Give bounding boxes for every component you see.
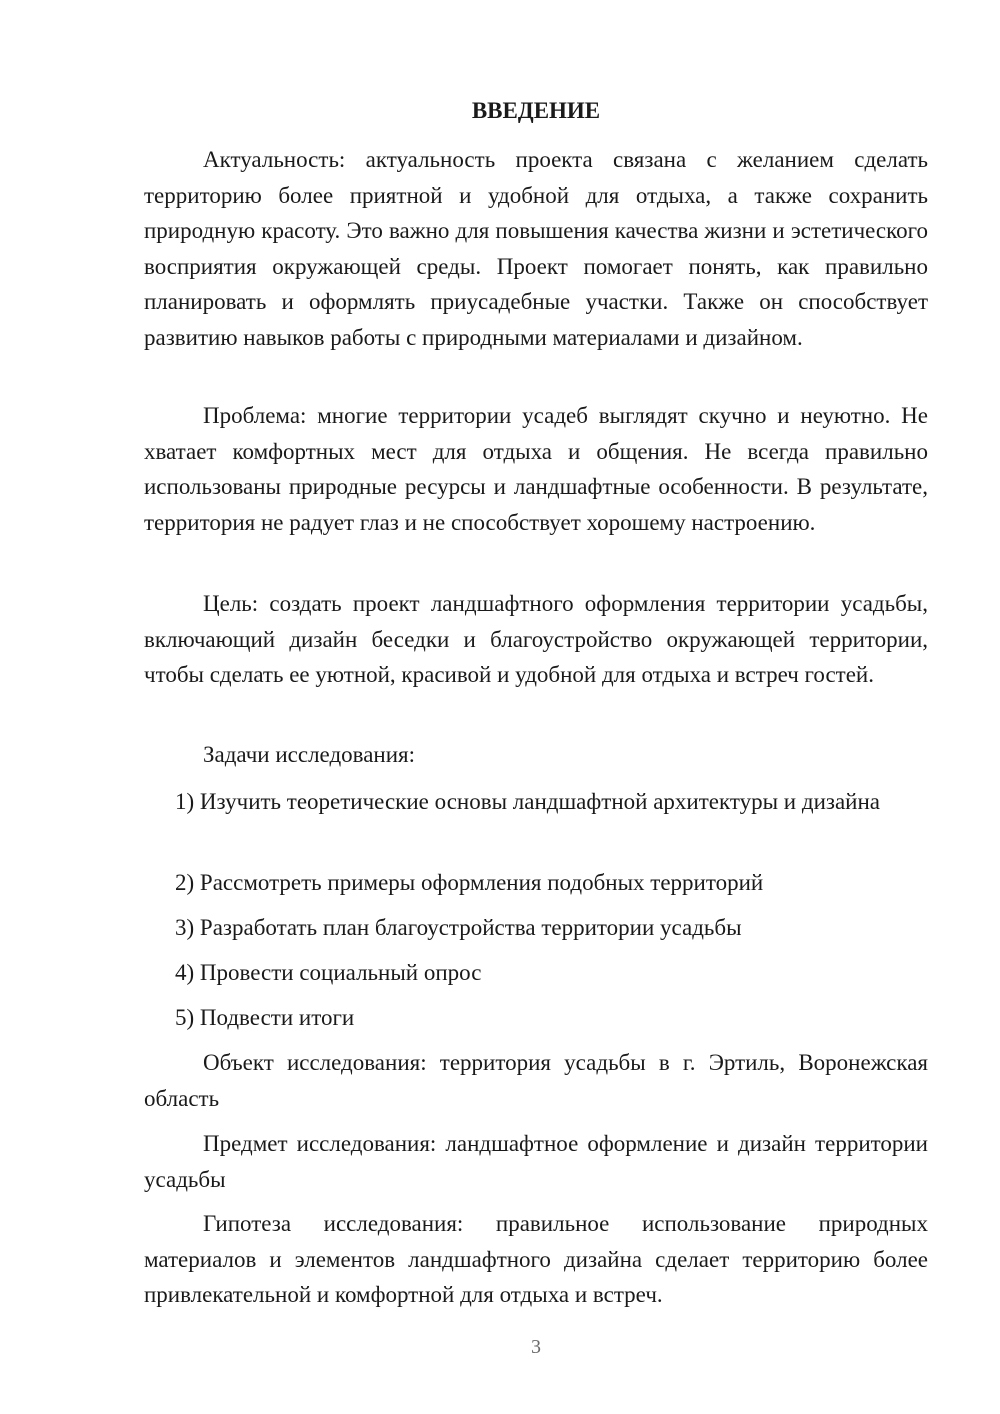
tasks-heading: Задачи исследования:: [203, 742, 416, 767]
hypothesis-paragraph: Гипотеза исследования: правильное использование природных материалов и элементов ландшафтного дизайна сделает территорию более привлекательной и комфортной для отдыха и встреч.: [144, 1211, 928, 1307]
task-item-1: 1) Изучить теоретические основы ландшафтной архитектуры и дизайна: [175, 789, 880, 814]
task-item-4: 4) Провести социальный опрос: [175, 960, 482, 985]
problem-paragraph: Проблема: многие территории усадеб выглядят скучно и неуютно. Не хватает комфортных мест для отдыха и общения. Не всегда правильно использованы природные ресурсы и ландшафтные особенности. В результате, территория не радует глаз и не способствует хорошему настроению.: [144, 403, 928, 535]
subject-paragraph: Предмет исследования: ландшафтное оформление и дизайн территории усадьбы: [144, 1131, 928, 1192]
task-item-2: 2) Рассмотреть примеры оформления подобных территорий: [175, 870, 764, 895]
task-item-3: 3) Разработать план благоустройства территории усадьбы: [175, 915, 742, 940]
object-paragraph: Объект исследования: территория усадьбы в г. Эртиль, Воронежская область: [144, 1050, 928, 1111]
document-page: [144, 0, 928, 1414]
goal-paragraph: Цель: создать проект ландшафтного оформления территории усадьбы, включающий дизайн беседки и благоустройство окружающей территории, чтобы сделать ее уютной, красивой и удобной для отдыха и встреч гостей.: [144, 591, 928, 687]
relevance-paragraph: Актуальность: актуальность проекта связана с желанием сделать территорию более приятной и удобной для отдыха, а также сохранить природную красоту. Это важно для повышения качества жизни и эстетического восприятия окружающей среды. Проект помогает понять, как правильно планировать и оформлять приусадебные участки. Также он способствует развитию навыков работы с природными материалами и дизайном.: [144, 147, 928, 350]
page-number: 3: [531, 1336, 541, 1358]
page-title: ВВЕДЕНИЕ: [471, 98, 601, 123]
task-item-5: 5) Подвести итоги: [175, 1005, 355, 1030]
